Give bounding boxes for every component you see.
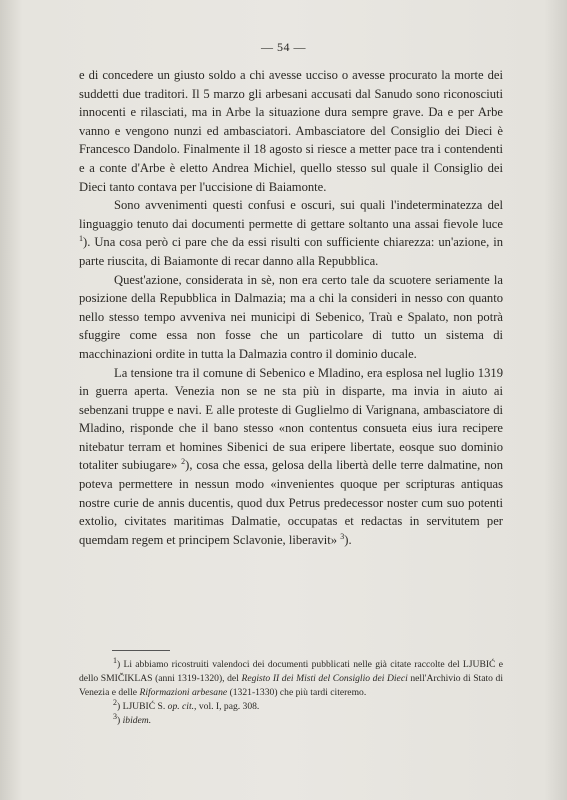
page-number: — 54 —: [261, 40, 306, 54]
paragraph: e di concedere un giusto soldo a chi avesse ucciso o avesse procurato la morte dei suddetti due traditori. Il 5 marzo gli arbesani accusati dal Sanudo sono riconosciuti innocenti e rilasciati, ma in Arbe la situazione dura sempre grave. Da e per Arbe vanno e vengono nunzi ed ambasciatori. Ambasciatore del Consiglio dei Dieci è Francesco Dandolo. Finalmente il 18 agosto si riesce a metter pace tra i contendenti e a conte d'Arbe è eletto Andrea Michiel, quello stesso sul quale il Consiglio dei Dieci tanto contava per l'uccisione di Baiamonte.: [79, 68, 503, 194]
footnote-mark: 3: [113, 711, 117, 721]
footnote-divider: [112, 650, 170, 651]
footnote-text: ) LJUBIĆ S.: [117, 701, 166, 712]
footnote-ref: 2: [181, 457, 186, 467]
footnote-mark: 2: [113, 697, 117, 707]
footnote-title: Registo II dei Misti del Consiglio dei Dieci: [241, 673, 408, 684]
footnotes: [79, 655, 503, 728]
footnote: [79, 655, 503, 700]
footnote: [79, 697, 503, 714]
paragraph-text: ), cosa che essa, gelosa della libertà delle terre dalmatine, non poteva permettere in nessun modo «invenientes quoque per scripturas antiquas nostre curie de annis ducentis, quod dux Petrus predecessor noster cum suo potenti extolio, civitates maritimas Dalmatie, occupatas et redactas in servitutem per quemdam regem et principem Sclavonie, liberavit»: [79, 458, 504, 547]
paragraph-text: ). Una cosa però ci pare che da essi risulti con sufficiente chiarezza: un'azione, in parte riuscita, di Baiamonte di recar danno alla Repubblica.: [79, 235, 503, 268]
paragraph-text: Sono avvenimenti questi confusi e oscuri, sui quali l'indeterminatezza del linguaggio tenuto dai documenti permette di gettare soltanto una assai fievole luce: [79, 198, 503, 231]
footnote-title: ibidem.: [122, 715, 152, 726]
paragraph: Quest'azione, considerata in sè, non era certo tale da scuotere seriamente la posizione della Repubblica in Dalmazia; ma a chi la consideri in nesso con quanto nello stesso tempo avveniva nei municipi di Sebenico, Traù e Spalato, non potrà sfuggire come essa non fosse che un particolare di tutto un sistema di macchinazioni ordite in tutta la Dalmazia contro il dominio ducale.: [79, 272, 503, 361]
paragraph: [79, 364, 503, 550]
footnote-mark: 1: [113, 655, 117, 665]
body-text: [79, 66, 503, 549]
footnote-text: nell'Archivio di Stato di Venezia e delle: [79, 673, 503, 698]
footnote-ref: 3: [340, 531, 345, 541]
footnote-text: ): [117, 715, 121, 726]
footnote-text: vol. I, pag. 308.: [198, 701, 260, 712]
footnote-text: (1321-1330) che più tardi citeremo.: [229, 687, 367, 698]
footnote-title: op. cit.,: [167, 701, 197, 712]
paragraph-text: La tensione tra il comune di Sebenico e Mladino, era esplosa nel luglio 1319 in guerra aperta. Venezia non se ne sta più in disparte, ma invia in aiuto ai sebenzani truppe e navi. E alle proteste di Guglielmo di Varignana, ambasciatore di Mladino, risponde che il bano stesso «non contentus consueta eius iura recipere nitebatur terram et homines Sibenici de sua eripere libertate, eosque suo dominio totaliter subiugare»: [79, 365, 503, 473]
footnote-text: ) Li abbiamo ricostruiti valendoci dei documenti pubblicati nelle già citate raccolte del LJUBIĆ e dello SMIČIKLAS (anni 1319-1320), del: [79, 659, 503, 684]
paragraph: [79, 196, 503, 270]
paragraph-text: ).: [344, 532, 352, 547]
footnote-title: Riformazioni arbesane: [139, 687, 228, 698]
footnote: [79, 711, 503, 728]
footnote-ref: 1: [79, 234, 83, 244]
